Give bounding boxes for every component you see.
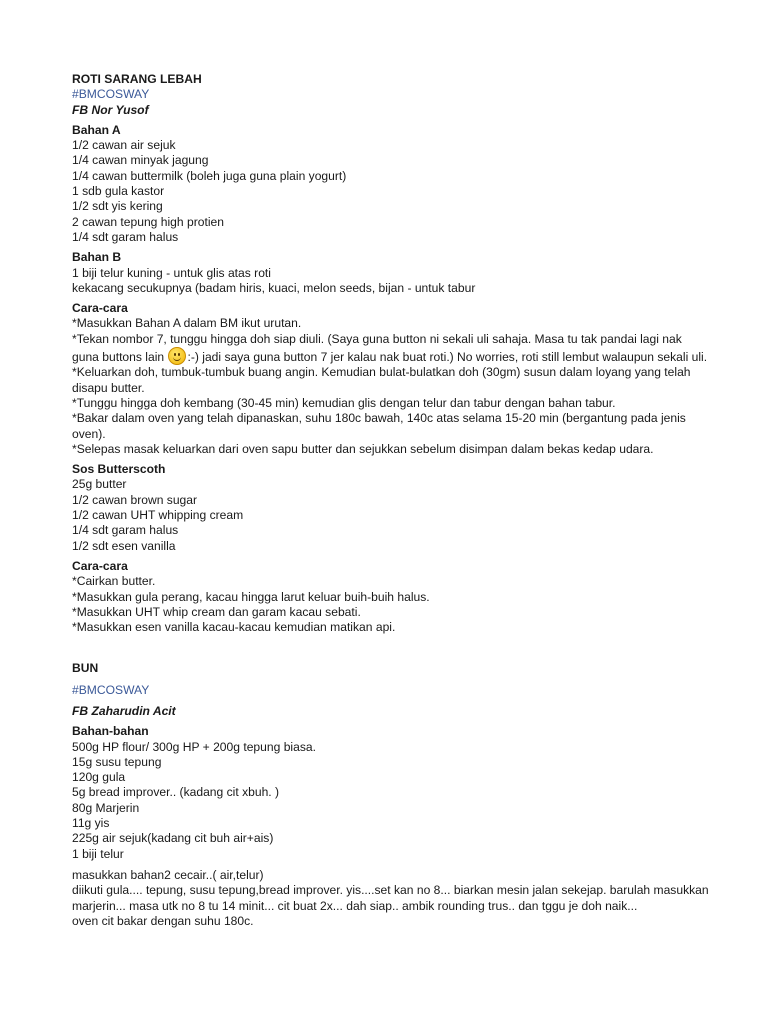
cara-cara-2-steps <box>72 574 712 635</box>
recipe2-author: FB Zaharudin Acit <box>72 703 176 718</box>
step: *Masukkan esen vanilla kacau-kacau kemudian matikan api. <box>72 620 396 635</box>
list-item: 1/2 sdt yis kering <box>72 199 163 214</box>
step: *Keluarkan doh, tumbuk-tumbuk buang angin. Kemudian bulat-bulatkan doh (30gm) susun dalam loyang yang telah disapu butter. <box>72 365 694 395</box>
cara-cara-steps <box>72 316 712 457</box>
list-item: 120g gula <box>72 770 126 785</box>
cara-cara-heading: Cara-cara <box>72 301 128 316</box>
cara-cara-2-heading: Cara-cara <box>72 558 128 573</box>
step: *Cairkan butter. <box>72 574 156 589</box>
recipe2-title: BUN <box>72 661 99 676</box>
list-item: 500g HP flour/ 300g HP + 200g tepung biasa. <box>72 739 316 754</box>
list-item: 15g susu tepung <box>72 754 162 769</box>
list-item: kekacang secukupnya (badam hiris, kuaci, melon seeds, bijan - untuk tabur <box>72 280 476 295</box>
smiley-icon <box>168 347 186 365</box>
list-item: 25g butter <box>72 477 127 492</box>
list-item: 225g air sejuk(kadang cit buh air+ais) <box>72 831 274 846</box>
step: masukkan bahan2 cecair..( air,telur) <box>72 867 264 882</box>
bahan-b-list <box>72 266 712 297</box>
step: *Masukkan UHT whip cream dan garam kacau sebati. <box>72 604 361 619</box>
step: *Bakar dalam oven yang telah dipanaskan, suhu 180c bawah, 140c atas selama 15-20 min (bergantung pada jenis oven). <box>72 411 690 441</box>
step-text: :-) jadi saya guna button 7 jer kalau nak buat roti.) No worries, roti still lembut walaupun sekali uli. <box>187 350 708 365</box>
list-item: 2 cawan tepung high protien <box>72 214 224 229</box>
list-item: 1/2 cawan brown sugar <box>72 492 198 507</box>
step: *Tunggu hingga doh kembang (30-45 min) kemudian glis dengan telur dan tabur dengan bahan tabur. <box>72 395 616 410</box>
bahan-a-list <box>72 138 712 245</box>
recipe1-author: FB Nor Yusof <box>72 102 149 117</box>
bahan-a-heading: Bahan A <box>72 122 121 137</box>
document-page <box>72 72 712 929</box>
recipe1-hashtag: #BMCOSWAY <box>72 87 150 102</box>
bun-method <box>72 868 712 929</box>
list-item: 1 biji telur <box>72 846 124 861</box>
recipe2-hashtag: #BMCOSWAY <box>72 682 150 697</box>
step: diikuti gula.... tepung, susu tepung,bread improver. yis....set kan no 8... biarkan mesin jalan sekejap. barulah masukkan marjerin... masa utk no 8 tu 14 minit... cit buat 2x... dah siap.. ambik rounding trus.. dan tggu je doh naik... <box>72 883 713 913</box>
list-item: 1 biji telur kuning - untuk glis atas roti <box>72 265 271 280</box>
list-item: 1/4 cawan buttermilk (boleh juga guna plain yogurt) <box>72 168 347 183</box>
list-item: 11g yis <box>72 816 110 831</box>
step <box>72 332 712 366</box>
step-text: *Tekan nombor 7, tunggu hingga doh siap diuli. (Saya guna button ni sekali uli sahaja. Masa tu tak pandai lagi nak guna buttons lain <box>72 331 686 365</box>
step: *Masukkan Bahan A dalam BM ikut urutan. <box>72 316 302 331</box>
list-item: 1/4 sdt garam halus <box>72 523 179 538</box>
list-item: 80g Marjerin <box>72 800 140 815</box>
step: oven cit bakar dengan suhu 180c. <box>72 913 254 928</box>
list-item: 1/2 sdt esen vanilla <box>72 538 176 553</box>
sos-heading: Sos Butterscoth <box>72 462 166 477</box>
bahan-bahan-list <box>72 740 712 862</box>
step: *Masukkan gula perang, kacau hingga larut keluar buih-buih halus. <box>72 589 430 604</box>
list-item: 1 sdb gula kastor <box>72 184 165 199</box>
recipe1-title: ROTI SARANG LEBAH <box>72 72 202 86</box>
list-item: 5g bread improver.. (kadang cit xbuh. ) <box>72 785 280 800</box>
list-item: 1/4 cawan minyak jagung <box>72 153 209 168</box>
bahan-b-heading: Bahan B <box>72 250 122 265</box>
sos-list <box>72 477 712 553</box>
bahan-bahan-heading: Bahan-bahan <box>72 724 149 739</box>
list-item: 1/4 sdt garam halus <box>72 229 179 244</box>
list-item: 1/2 cawan air sejuk <box>72 138 176 153</box>
list-item: 1/2 cawan UHT whipping cream <box>72 508 244 523</box>
step: *Selepas masak keluarkan dari oven sapu butter dan sejukkan sebelum disimpan dalam bekas kedap udara. <box>72 441 654 456</box>
